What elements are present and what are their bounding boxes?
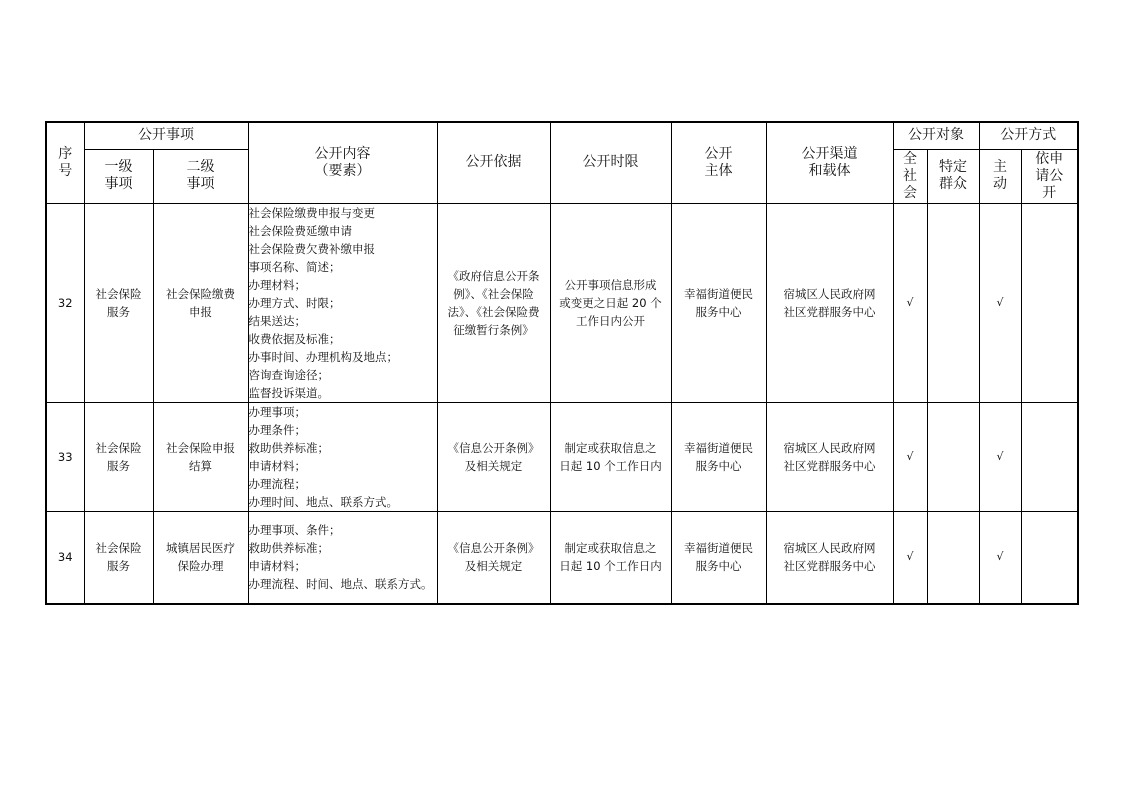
- row-all-society-check: √: [893, 402, 927, 511]
- row-on-request: [1021, 511, 1078, 604]
- row-level1: 社会保险 服务: [84, 203, 153, 402]
- row-subject: 幸福街道便民 服务中心: [671, 511, 766, 604]
- row-time-limit: 公开事项信息形成 或变更之日起 20 个 工作日内公开: [550, 203, 671, 402]
- table-row: [46, 402, 1078, 511]
- header-channel: 公开渠道 和载体: [766, 122, 893, 203]
- row-specific-group: [927, 511, 979, 604]
- row-subject: 幸福街道便民 服务中心: [671, 402, 766, 511]
- row-basis: 《信息公开条例》 及相关规定: [437, 402, 550, 511]
- row-level2: 社会保险申报 结算: [153, 402, 248, 511]
- row-level2: 城镇居民医疗 保险办理: [153, 511, 248, 604]
- header-method-group: 公开方式: [979, 122, 1078, 149]
- row-all-society-check: √: [893, 511, 927, 604]
- header-content: 公开内容 （要素）: [248, 122, 437, 203]
- row-all-society-check: √: [893, 203, 927, 402]
- row-specific-group: [927, 203, 979, 402]
- row-on-request: [1021, 203, 1078, 402]
- row-on-request: [1021, 402, 1078, 511]
- header-seq: 序 号: [46, 122, 84, 203]
- header-items-group: 公开事项: [84, 122, 248, 149]
- header-time-limit: 公开时限: [550, 122, 671, 203]
- row-specific-group: [927, 402, 979, 511]
- header-on-request: 依申 请公 开: [1021, 149, 1078, 203]
- table-row: [46, 203, 1078, 402]
- row-channel: 宿城区人民政府网 社区党群服务中心: [766, 511, 893, 604]
- row-channel: 宿城区人民政府网 社区党群服务中心: [766, 203, 893, 402]
- header-proactive: 主 动: [979, 149, 1021, 203]
- row-level1: 社会保险 服务: [84, 402, 153, 511]
- header-specific-group: 特定 群众: [927, 149, 979, 203]
- row-subject: 幸福街道便民 服务中心: [671, 203, 766, 402]
- row-content: 社会保险缴费申报与变更 社会保险费延缴申请 社会保险费欠费补缴申报 事项名称、简述； 办理材料； 办理方式、时限； 结果送达； 收费依据及标准； 办事时间、办理机构及地点； 咨询查询途径； 监督投诉渠道。: [248, 203, 437, 402]
- header-level2: 二级 事项: [153, 149, 248, 203]
- row-level1: 社会保险 服务: [84, 511, 153, 604]
- row-basis: 《政府信息公开条 例》、《社会保险 法》、《社会保险费 征缴暂行条例》: [437, 203, 550, 402]
- header-level1: 一级 事项: [84, 149, 153, 203]
- row-basis: 《信息公开条例》 及相关规定: [437, 511, 550, 604]
- row-content: 办理事项； 办理条件； 救助供养标准； 申请材料； 办理流程； 办理时间、地点、联系方式。: [248, 402, 437, 511]
- header-basis: 公开依据: [437, 122, 550, 203]
- header-audience-group: 公开对象: [893, 122, 979, 149]
- row-time-limit: 制定或获取信息之 日起 10 个工作日内: [550, 402, 671, 511]
- row-content: 办理事项、条件； 救助供养标准； 申请材料； 办理流程、时间、地点、联系方式。: [248, 511, 437, 604]
- row-proactive-check: √: [979, 203, 1021, 402]
- row-level2: 社会保险缴费 申报: [153, 203, 248, 402]
- row-seq: 32: [46, 203, 84, 402]
- disclosure-table: [45, 121, 1079, 605]
- table-row: [46, 511, 1078, 604]
- row-proactive-check: √: [979, 511, 1021, 604]
- header-subject: 公开 主体: [671, 122, 766, 203]
- header-all-society: 全 社 会: [893, 149, 927, 203]
- row-channel: 宿城区人民政府网 社区党群服务中心: [766, 402, 893, 511]
- row-seq: 34: [46, 511, 84, 604]
- row-proactive-check: √: [979, 402, 1021, 511]
- row-time-limit: 制定或获取信息之 日起 10 个工作日内: [550, 511, 671, 604]
- row-seq: 33: [46, 402, 84, 511]
